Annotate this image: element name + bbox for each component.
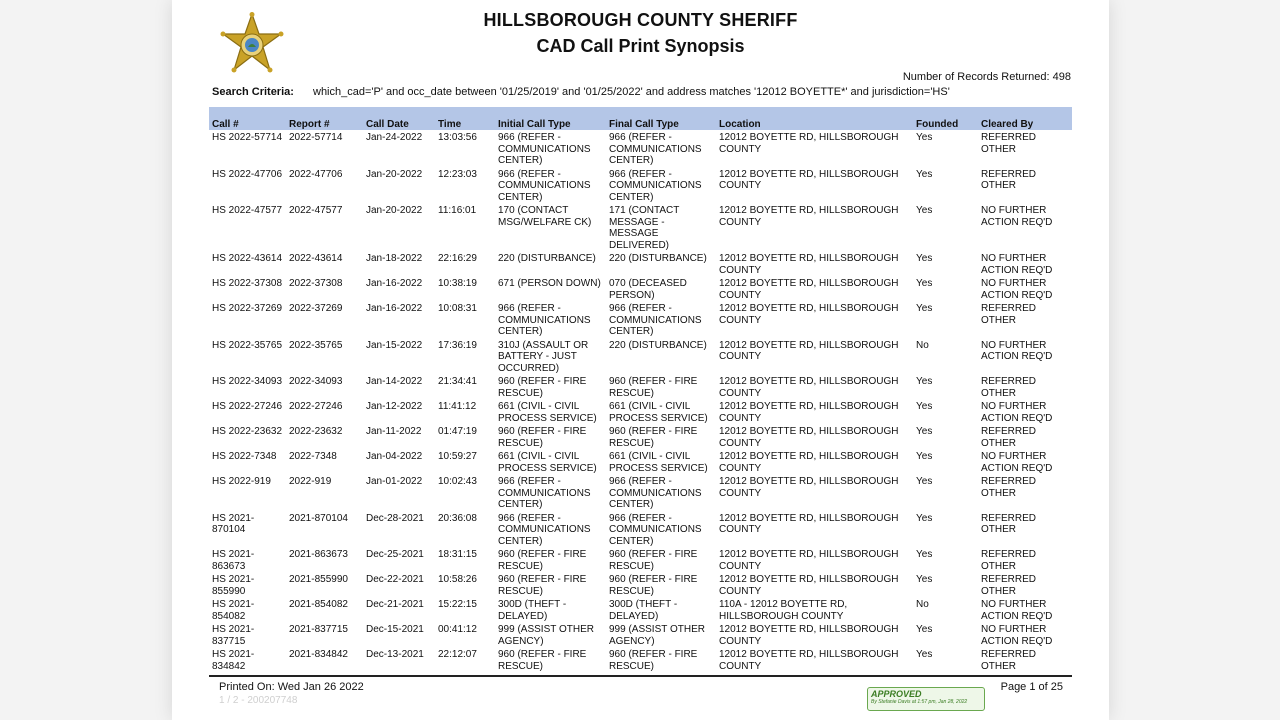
cell-location: 12012 BOYETTE RD, HILLSBOROUGH COUNTY bbox=[719, 205, 899, 228]
cell-report-number: 2021-855990 bbox=[289, 574, 348, 585]
cell-location: 12012 BOYETTE RD, HILLSBOROUGH COUNTY bbox=[719, 253, 899, 276]
cell-location: 12012 BOYETTE RD, HILLSBOROUGH COUNTY bbox=[719, 624, 899, 647]
table-row bbox=[209, 622, 1072, 647]
cell-cleared-by: REFERRED OTHER bbox=[981, 549, 1037, 572]
cell-cleared-by: NO FURTHER ACTION REQ'D bbox=[981, 339, 1053, 362]
cell-call-number: HS 2022-43614 bbox=[212, 253, 283, 264]
table-row bbox=[209, 167, 1072, 204]
cell-initial-call-type: 966 (REFER - COMMUNICATIONS CENTER) bbox=[498, 132, 591, 166]
cell-time: 18:31:15 bbox=[438, 549, 477, 560]
cell-initial-call-type: 310J (ASSAULT OR BATTERY - JUST OCCURRED) bbox=[498, 339, 589, 374]
printed-on: Printed On: Wed Jan 26 2022 bbox=[219, 681, 364, 693]
table-row bbox=[209, 511, 1072, 548]
cell-cleared-by: NO FURTHER ACTION REQ'D bbox=[981, 451, 1053, 474]
cell-call-number: HS 2022-37308 bbox=[212, 278, 283, 289]
cell-time: 10:58:26 bbox=[438, 574, 477, 585]
cell-call-number: HS 2022-47706 bbox=[212, 168, 283, 180]
cell-time: 10:59:27 bbox=[438, 451, 477, 462]
table-row bbox=[209, 547, 1072, 572]
cell-call-date: Dec-22-2021 bbox=[366, 574, 424, 585]
cell-cleared-by: REFERRED OTHER bbox=[981, 574, 1037, 597]
document-page bbox=[172, 0, 1109, 720]
cell-report-number: 2022-37308 bbox=[289, 278, 343, 289]
cell-time: 13:03:56 bbox=[438, 132, 477, 143]
cell-cleared-by: REFERRED OTHER bbox=[981, 376, 1037, 399]
cell-call-date: Dec-21-2021 bbox=[366, 599, 424, 610]
cell-call-date: Jan-18-2022 bbox=[366, 253, 423, 264]
table-row bbox=[209, 203, 1072, 251]
cell-report-number: 2022-23632 bbox=[289, 426, 343, 437]
cell-report-number: 2022-47577 bbox=[289, 205, 343, 216]
cell-location: 12012 BOYETTE RD, HILLSBOROUGH COUNTY bbox=[719, 476, 899, 499]
cell-call-number: HS 2022-35765 bbox=[212, 339, 283, 351]
table-row bbox=[209, 597, 1072, 622]
cell-location: 12012 BOYETTE RD, HILLSBOROUGH COUNTY bbox=[719, 132, 899, 155]
cell-final-call-type: 960 (REFER - FIRE RESCUE) bbox=[609, 649, 698, 672]
cell-initial-call-type: 960 (REFER - FIRE RESCUE) bbox=[498, 549, 587, 572]
cell-call-date: Jan-14-2022 bbox=[366, 376, 423, 387]
cell-final-call-type: 661 (CIVIL - CIVIL PROCESS SERVICE) bbox=[609, 401, 708, 424]
cell-report-number: 2022-919 bbox=[289, 476, 332, 487]
cell-call-date: Jan-20-2022 bbox=[366, 168, 423, 180]
cell-report-number: 2021-854082 bbox=[289, 599, 348, 610]
cell-founded: Yes bbox=[916, 512, 933, 524]
cell-final-call-type: 070 (DECEASED PERSON) bbox=[609, 278, 687, 301]
cell-time: 20:36:08 bbox=[438, 512, 477, 524]
cell-final-call-type: 966 (REFER - COMMUNICATIONS CENTER) bbox=[609, 168, 702, 203]
cell-call-date: Jan-16-2022 bbox=[366, 278, 423, 289]
cell-time: 21:34:41 bbox=[438, 376, 477, 387]
cell-call-number: HS 2021-870104 bbox=[212, 512, 255, 535]
cell-founded: Yes bbox=[916, 476, 933, 487]
cell-final-call-type: 171 (CONTACT MESSAGE - MESSAGE DELIVERED) bbox=[609, 205, 680, 251]
cell-time: 00:41:12 bbox=[438, 624, 477, 635]
cell-final-call-type: 966 (REFER - COMMUNICATIONS CENTER) bbox=[609, 476, 702, 510]
cell-location: 12012 BOYETTE RD, HILLSBOROUGH COUNTY bbox=[719, 376, 899, 399]
cell-final-call-type: 960 (REFER - FIRE RESCUE) bbox=[609, 376, 698, 399]
cell-initial-call-type: 220 (DISTURBANCE) bbox=[498, 253, 596, 264]
cell-report-number: 2022-35765 bbox=[289, 339, 343, 351]
cell-call-date: Jan-12-2022 bbox=[366, 401, 423, 412]
cell-call-number: HS 2022-57714 bbox=[212, 132, 283, 143]
page-subtitle: CAD Call Print Synopsis bbox=[536, 36, 745, 56]
cell-call-number: HS 2022-919 bbox=[212, 476, 271, 487]
cell-founded: Yes bbox=[916, 574, 933, 585]
table-row bbox=[209, 399, 1072, 424]
cell-founded: No bbox=[916, 599, 929, 610]
cell-founded: Yes bbox=[916, 451, 933, 462]
cell-initial-call-type: 671 (PERSON DOWN) bbox=[498, 278, 601, 289]
cell-initial-call-type: 960 (REFER - FIRE RESCUE) bbox=[498, 376, 587, 399]
cell-location: 12012 BOYETTE RD, HILLSBOROUGH COUNTY bbox=[719, 401, 899, 424]
approved-stamp bbox=[867, 687, 985, 711]
cell-time: 10:02:43 bbox=[438, 476, 477, 487]
table-row bbox=[209, 449, 1072, 474]
cell-founded: Yes bbox=[916, 253, 933, 264]
cell-final-call-type: 966 (REFER - COMMUNICATIONS CENTER) bbox=[609, 303, 702, 337]
cell-call-number: HS 2022-34093 bbox=[212, 376, 283, 387]
cell-time: 01:47:19 bbox=[438, 426, 477, 437]
cell-call-date: Dec-25-2021 bbox=[366, 549, 424, 560]
cell-report-number: 2021-834842 bbox=[289, 649, 348, 660]
table-row bbox=[209, 338, 1072, 375]
cell-founded: Yes bbox=[916, 376, 933, 387]
table-row bbox=[209, 251, 1072, 276]
cell-cleared-by: REFERRED OTHER bbox=[981, 476, 1037, 499]
column-header-cleared-by: Cleared By bbox=[978, 107, 1072, 130]
cell-report-number: 2021-863673 bbox=[289, 549, 348, 560]
cell-report-number: 2022-37269 bbox=[289, 303, 343, 314]
cell-location: 12012 BOYETTE RD, HILLSBOROUGH COUNTY bbox=[719, 303, 899, 326]
cell-call-number: HS 2022-27246 bbox=[212, 401, 283, 412]
cell-cleared-by: REFERRED OTHER bbox=[981, 132, 1037, 155]
table-body bbox=[209, 130, 1072, 672]
table-row bbox=[209, 130, 1072, 167]
cell-initial-call-type: 966 (REFER - COMMUNICATIONS CENTER) bbox=[498, 512, 591, 547]
cell-report-number: 2022-43614 bbox=[289, 253, 343, 264]
cell-call-date: Dec-13-2021 bbox=[366, 649, 424, 660]
cell-founded: No bbox=[916, 339, 929, 351]
cell-location: 12012 BOYETTE RD, HILLSBOROUGH COUNTY bbox=[719, 339, 899, 362]
cell-final-call-type: 661 (CIVIL - CIVIL PROCESS SERVICE) bbox=[609, 451, 708, 474]
cell-call-number: HS 2022-7348 bbox=[212, 451, 277, 462]
cell-founded: Yes bbox=[916, 132, 933, 143]
cell-location: 12012 BOYETTE RD, HILLSBOROUGH COUNTY bbox=[719, 549, 899, 572]
cell-location: 12012 BOYETTE RD, HILLSBOROUGH COUNTY bbox=[719, 512, 899, 535]
cell-time: 11:16:01 bbox=[438, 205, 477, 216]
cell-initial-call-type: 960 (REFER - FIRE RESCUE) bbox=[498, 649, 587, 672]
cell-cleared-by: NO FURTHER ACTION REQ'D bbox=[981, 205, 1053, 228]
search-criteria bbox=[212, 86, 950, 98]
table-row bbox=[209, 374, 1072, 399]
column-header-time: Time bbox=[435, 107, 495, 130]
cell-final-call-type: 220 (DISTURBANCE) bbox=[609, 339, 707, 351]
cell-location: 12012 BOYETTE RD, HILLSBOROUGH COUNTY bbox=[719, 451, 899, 474]
cell-cleared-by: NO FURTHER ACTION REQ'D bbox=[981, 599, 1053, 622]
cell-call-date: Jan-04-2022 bbox=[366, 451, 423, 462]
table-row bbox=[209, 474, 1072, 511]
cell-report-number: 2021-870104 bbox=[289, 512, 348, 524]
cell-call-number: HS 2022-37269 bbox=[212, 303, 283, 314]
column-header-initial-call-type: Initial Call Type bbox=[495, 107, 606, 130]
cell-cleared-by: REFERRED OTHER bbox=[981, 168, 1037, 191]
cell-founded: Yes bbox=[916, 401, 933, 412]
search-criteria-value: which_cad='P' and occ_date between '01/25/2019' and '01/25/2022' and address matches '12012 BOYETTE*' and jurisdiction='HS' bbox=[313, 86, 950, 98]
cell-call-number: HS 2021-837715 bbox=[212, 624, 255, 647]
cell-initial-call-type: 960 (REFER - FIRE RESCUE) bbox=[498, 426, 587, 449]
cell-call-date: Jan-11-2022 bbox=[366, 426, 422, 437]
cell-location: 110A - 12012 BOYETTE RD, HILLSBOROUGH COUNTY bbox=[719, 599, 848, 622]
search-criteria-label: Search Criteria: bbox=[212, 86, 294, 98]
table-row bbox=[209, 572, 1072, 597]
approved-by: By Stefanie Davis at 1:57 pm, Jan 28, 2022 bbox=[871, 699, 968, 705]
cell-initial-call-type: 661 (CIVIL - CIVIL PROCESS SERVICE) bbox=[498, 451, 597, 474]
cell-call-date: Jan-01-2022 bbox=[366, 476, 423, 487]
cell-call-number: HS 2021-834842 bbox=[212, 649, 255, 672]
cell-founded: Yes bbox=[916, 303, 933, 314]
cell-time: 22:12:07 bbox=[438, 649, 477, 660]
table-row bbox=[209, 276, 1072, 301]
cell-location: 12012 BOYETTE RD, HILLSBOROUGH COUNTY bbox=[719, 278, 899, 301]
cell-founded: Yes bbox=[916, 549, 933, 560]
cell-time: 12:23:03 bbox=[438, 168, 477, 180]
cell-initial-call-type: 300D (THEFT - DELAYED) bbox=[498, 599, 567, 622]
records-returned: Number of Records Returned: 498 bbox=[902, 71, 1071, 83]
cell-call-date: Jan-16-2022 bbox=[366, 303, 423, 314]
column-header-location: Location bbox=[716, 107, 913, 130]
cell-final-call-type: 966 (REFER - COMMUNICATIONS CENTER) bbox=[609, 132, 702, 166]
table-row bbox=[209, 301, 1072, 338]
bottom-divider bbox=[209, 675, 1072, 677]
column-header-final-call-type: Final Call Type bbox=[606, 107, 716, 130]
cell-founded: Yes bbox=[916, 426, 933, 437]
cell-final-call-type: 960 (REFER - FIRE RESCUE) bbox=[609, 574, 698, 597]
cell-founded: Yes bbox=[916, 205, 933, 216]
cell-cleared-by: REFERRED OTHER bbox=[981, 649, 1037, 672]
cell-call-number: HS 2022-47577 bbox=[212, 205, 283, 216]
cell-initial-call-type: 960 (REFER - FIRE RESCUE) bbox=[498, 574, 587, 597]
cell-report-number: 2022-47706 bbox=[289, 168, 343, 180]
cell-initial-call-type: 966 (REFER - COMMUNICATIONS CENTER) bbox=[498, 476, 591, 510]
cell-cleared-by: NO FURTHER ACTION REQ'D bbox=[981, 401, 1053, 424]
column-header-call-date: Call Date bbox=[363, 107, 435, 130]
cell-time: 10:08:31 bbox=[438, 303, 477, 314]
cell-founded: Yes bbox=[916, 278, 933, 289]
cell-report-number: 2022-34093 bbox=[289, 376, 343, 387]
cell-time: 17:36:19 bbox=[438, 339, 477, 351]
cell-call-date: Jan-15-2022 bbox=[366, 339, 423, 351]
cell-founded: Yes bbox=[916, 649, 933, 660]
cell-call-date: Dec-15-2021 bbox=[366, 624, 424, 635]
cell-founded: Yes bbox=[916, 624, 933, 635]
table-row bbox=[209, 424, 1072, 449]
column-header-report-number: Report # bbox=[286, 107, 363, 130]
cell-cleared-by: REFERRED OTHER bbox=[981, 426, 1037, 449]
column-header-founded: Founded bbox=[913, 107, 978, 130]
cell-report-number: 2022-7348 bbox=[289, 451, 337, 462]
cell-call-number: HS 2021-855990 bbox=[212, 574, 255, 597]
cell-final-call-type: 960 (REFER - FIRE RESCUE) bbox=[609, 426, 698, 449]
cell-final-call-type: 999 (ASSIST OTHER AGENCY) bbox=[609, 624, 705, 647]
call-table bbox=[209, 107, 1072, 672]
page-title: HILLSBOROUGH COUNTY SHERIFF bbox=[483, 10, 798, 30]
cell-location: 12012 BOYETTE RD, HILLSBOROUGH COUNTY bbox=[719, 426, 899, 449]
page-number: Page 1 of 25 bbox=[1000, 681, 1063, 693]
cell-initial-call-type: 999 (ASSIST OTHER AGENCY) bbox=[498, 624, 594, 647]
cell-time: 10:38:19 bbox=[438, 278, 477, 289]
cell-final-call-type: 220 (DISTURBANCE) bbox=[609, 253, 707, 264]
table-header-row bbox=[209, 107, 1072, 130]
cell-location: 12012 BOYETTE RD, HILLSBOROUGH COUNTY bbox=[719, 168, 899, 191]
approved-label: APPROVED bbox=[871, 689, 922, 699]
cell-cleared-by: NO FURTHER ACTION REQ'D bbox=[981, 253, 1053, 276]
document-id: 1 / 2 - 200207748 bbox=[219, 695, 298, 706]
cell-time: 11:41:12 bbox=[438, 401, 477, 412]
column-header-call-number: Call # bbox=[209, 107, 286, 130]
cell-call-date: Dec-28-2021 bbox=[366, 512, 424, 524]
cell-cleared-by: NO FURTHER ACTION REQ'D bbox=[981, 624, 1053, 647]
cell-report-number: 2022-27246 bbox=[289, 401, 343, 412]
cell-initial-call-type: 966 (REFER - COMMUNICATIONS CENTER) bbox=[498, 303, 591, 337]
cell-time: 15:22:15 bbox=[438, 599, 477, 610]
cell-cleared-by: REFERRED OTHER bbox=[981, 512, 1037, 535]
cell-final-call-type: 966 (REFER - COMMUNICATIONS CENTER) bbox=[609, 512, 702, 547]
cell-founded: Yes bbox=[916, 168, 933, 180]
cell-location: 12012 BOYETTE RD, HILLSBOROUGH COUNTY bbox=[719, 574, 899, 597]
cell-location: 12012 BOYETTE RD, HILLSBOROUGH COUNTY bbox=[719, 649, 899, 672]
cell-report-number: 2022-57714 bbox=[289, 132, 343, 143]
cell-initial-call-type: 661 (CIVIL - CIVIL PROCESS SERVICE) bbox=[498, 401, 597, 424]
cell-cleared-by: REFERRED OTHER bbox=[981, 303, 1037, 326]
cell-initial-call-type: 170 (CONTACT MSG/WELFARE CK) bbox=[498, 205, 592, 228]
table-row bbox=[209, 647, 1072, 672]
cell-initial-call-type: 966 (REFER - COMMUNICATIONS CENTER) bbox=[498, 168, 591, 203]
cell-final-call-type: 960 (REFER - FIRE RESCUE) bbox=[609, 549, 698, 572]
cell-call-date: Jan-20-2022 bbox=[366, 205, 423, 216]
cell-cleared-by: NO FURTHER ACTION REQ'D bbox=[981, 278, 1053, 301]
cell-call-number: HS 2021-863673 bbox=[212, 549, 255, 572]
cell-call-date: Jan-24-2022 bbox=[366, 132, 423, 143]
cell-call-number: HS 2022-23632 bbox=[212, 426, 283, 437]
cell-report-number: 2021-837715 bbox=[289, 624, 348, 635]
cell-time: 22:16:29 bbox=[438, 253, 477, 264]
cell-final-call-type: 300D (THEFT - DELAYED) bbox=[609, 599, 678, 622]
cell-call-number: HS 2021-854082 bbox=[212, 599, 255, 622]
